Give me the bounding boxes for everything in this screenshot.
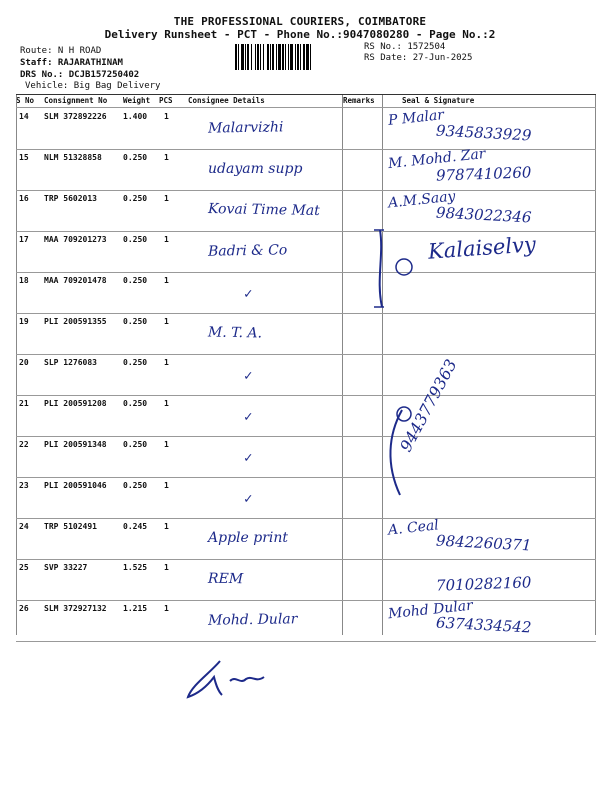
row-pcs: 1	[164, 235, 169, 244]
barcode-bar	[290, 44, 293, 70]
row-weight: 0.245	[123, 522, 148, 531]
row-consignment-no: NLM 51328858	[44, 153, 102, 162]
table-row	[16, 313, 596, 354]
col-consignee: Consignee Details	[188, 96, 265, 105]
barcode-bar	[235, 44, 237, 70]
row-weight: 1.215	[123, 604, 148, 613]
row-pcs: 1	[164, 317, 169, 326]
staff-label: Staff: RAJARATHINAM	[20, 58, 123, 68]
row-pcs: 1	[164, 112, 169, 121]
row-sno: 24	[19, 522, 29, 531]
row-delivered-tick: ✓	[244, 409, 253, 425]
col-remarks: Remarks	[343, 96, 375, 105]
row-weight: 1.400	[123, 112, 148, 121]
row-consignment-no: PLI 200591348	[44, 440, 107, 449]
row-weight: 0.250	[123, 481, 148, 490]
row-sno: 21	[19, 399, 29, 408]
row-weight: 0.250	[123, 317, 148, 326]
barcode-bar	[247, 44, 249, 70]
row-weight: 0.250	[123, 235, 148, 244]
row-weight: 0.250	[123, 194, 148, 203]
row-consignment-no: TRP 5102491	[44, 522, 97, 531]
row-weight: 0.250	[123, 153, 148, 162]
drs-number: DRS No.: DCJB157250402	[20, 70, 140, 80]
row-consignment-no: SLP 1276083	[44, 358, 97, 367]
barcode-bar	[303, 44, 305, 70]
row-delivered-tick: ✓	[244, 286, 253, 302]
row-weight: 0.250	[123, 276, 148, 285]
row-pcs: 1	[164, 358, 169, 367]
barcode-bar	[306, 44, 309, 70]
table-row	[16, 597, 596, 641]
table-row	[16, 559, 596, 600]
row-consignment-no: SLM 372927132	[44, 604, 107, 613]
row-consignee: M. T. A.	[207, 324, 263, 342]
row-divider	[16, 641, 596, 642]
barcode-bar	[267, 44, 269, 70]
row-sno: 14	[19, 112, 29, 121]
row-phone: 9345833929	[435, 121, 532, 145]
col-seal-signature: Seal & Signature	[402, 96, 475, 105]
row-signature: Mohd Dular	[387, 597, 474, 623]
row-pcs: 1	[164, 604, 169, 613]
row-pcs: 1	[164, 522, 169, 531]
rs-number: RS No.: 1572504	[364, 42, 446, 52]
barcode-bar	[263, 44, 264, 70]
row-signature: A.M.Saay	[387, 188, 457, 212]
barcode-bar	[260, 44, 261, 70]
row-sno: 16	[19, 194, 29, 203]
barcode-bar	[255, 44, 256, 70]
row-sno: 23	[19, 481, 29, 490]
row-signature: P Malar	[387, 107, 445, 129]
table-row	[16, 518, 596, 559]
row-consignee: Malarvizhi	[207, 119, 284, 137]
company-title: THE PROFESSIONAL COURIERS, COIMBATORE	[173, 15, 427, 28]
row-delivered-tick: ✓	[244, 491, 253, 507]
row-pcs: 1	[164, 399, 169, 408]
row-sno: 19	[19, 317, 29, 326]
runsheet-subtitle: Delivery Runsheet - PCT - Phone No.:9047080280 - Page No.:2	[104, 28, 496, 41]
row-consignment-no: TRP 5602013	[44, 194, 97, 203]
staff-signature	[180, 655, 300, 705]
row-sno: 18	[19, 276, 29, 285]
bracket-signature-21-23	[372, 400, 572, 500]
barcode-bar	[238, 44, 239, 70]
row-consignment-no: SLM 372892226	[44, 112, 107, 121]
barcode-bar	[278, 44, 281, 70]
row-sno: 17	[19, 235, 29, 244]
barcode-bar	[270, 44, 271, 70]
barcode-bar	[276, 44, 277, 70]
row-phone: 9842260371	[435, 531, 532, 555]
barcode-bar	[257, 44, 259, 70]
row-consignment-no: PLI 200591046	[44, 481, 107, 490]
bracket-signature-21-23-phone: 9443779363	[396, 356, 461, 455]
row-consignment-no: SVP 33227	[44, 563, 88, 572]
row-delivered-tick: ✓	[244, 450, 253, 466]
row-phone: 9787410260	[435, 163, 532, 185]
table-row	[16, 354, 596, 395]
row-weight: 1.525	[123, 563, 148, 572]
row-consignment-no: MAA 709201273	[44, 235, 107, 244]
row-weight: 0.250	[123, 399, 148, 408]
row-consignee: udayam supp	[208, 161, 303, 177]
row-phone: 7010282160	[435, 573, 532, 595]
barcode-bar	[282, 44, 284, 70]
barcode-bar	[241, 44, 244, 70]
row-signature: A. Ceal	[387, 517, 440, 539]
row-consignee: Apple print	[208, 530, 289, 546]
table-row	[16, 108, 596, 149]
barcode-bar	[251, 44, 252, 70]
row-signature: M. Mohd. Zar	[387, 145, 487, 173]
row-consignment-no: MAA 709201478	[44, 276, 107, 285]
bracket-signature-17-18-text: Kalaiselvy	[427, 232, 537, 264]
col-pcs: PCS	[159, 96, 173, 105]
row-sno: 26	[19, 604, 29, 613]
barcode-bar	[272, 44, 274, 70]
row-pcs: 1	[164, 481, 169, 490]
row-phone: 9843022346	[435, 203, 532, 227]
row-consignee: Badri & Co	[207, 242, 288, 260]
row-pcs: 1	[164, 153, 169, 162]
row-consignment-no: PLI 200591208	[44, 399, 107, 408]
barcode-bar	[295, 44, 296, 70]
vehicle-label: Vehicle: Big Bag Delivery	[25, 81, 161, 91]
row-pcs: 1	[164, 276, 169, 285]
row-consignment-no: PLI 200591355	[44, 317, 107, 326]
table-row	[16, 145, 596, 190]
barcode-bar	[310, 44, 311, 70]
barcode	[234, 44, 358, 70]
row-weight: 0.250	[123, 358, 148, 367]
row-sno: 15	[19, 153, 29, 162]
rs-date: RS Date: 27-Jun-2025	[364, 53, 473, 63]
row-phone: 6374334542	[435, 613, 532, 637]
barcode-bar	[245, 44, 246, 70]
row-consignee: Mohd. Dular	[207, 611, 298, 629]
consignment-table	[16, 94, 596, 635]
col-consignment: Consignment No	[44, 96, 108, 105]
barcode-bar	[288, 44, 289, 70]
row-pcs: 1	[164, 563, 169, 572]
row-pcs: 1	[164, 440, 169, 449]
col-sno: S No	[16, 96, 35, 105]
row-sno: 20	[19, 358, 29, 367]
col-weight: Weight	[123, 96, 151, 105]
barcode-bar	[300, 44, 301, 70]
row-consignee: REM	[207, 570, 244, 588]
row-sno: 25	[19, 563, 29, 572]
barcode-bar	[285, 44, 286, 70]
row-pcs: 1	[164, 194, 169, 203]
row-delivered-tick: ✓	[244, 368, 253, 384]
row-consignee: Kovai Time Mat	[207, 201, 320, 219]
row-sno: 22	[19, 440, 29, 449]
barcode-bar	[297, 44, 299, 70]
route-label: Route: N H ROAD	[20, 46, 102, 56]
row-weight: 0.250	[123, 440, 148, 449]
